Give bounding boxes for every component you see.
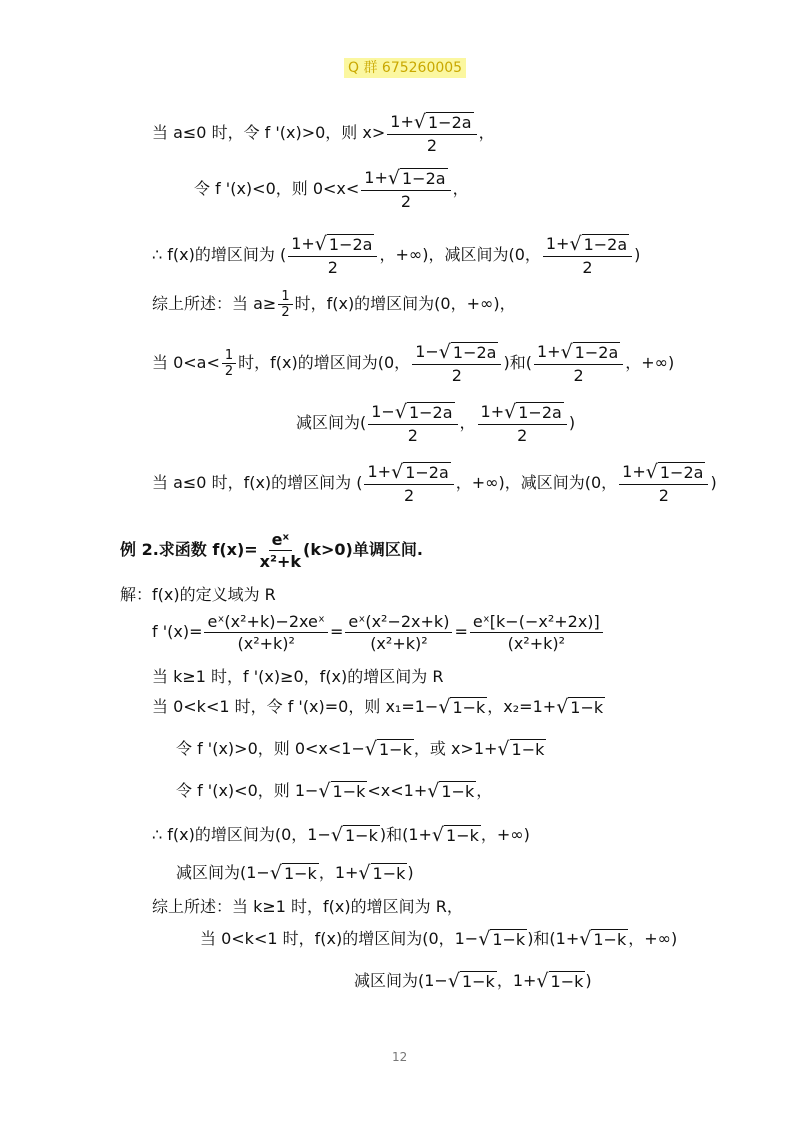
text: 当 a≤0 时，令 f '(x)>0，则 x>	[152, 123, 386, 142]
case-a-le-0-increasing: 当 a≤0 时，令 f '(x)>0，则 x> 1+ √ 1−2a 2 ，	[152, 111, 495, 155]
sqrt: √ 1−k	[536, 970, 584, 992]
page-number: 12	[392, 1050, 408, 1064]
sqrt: √ 1−2a	[391, 461, 449, 483]
fraction: 1+ √ 1−2a 2	[543, 234, 632, 277]
sqrt: √ 1−2a	[645, 461, 704, 483]
conclusion-a-le-0: ∴ f(x)的增区间为 ( 1+ √ 1−2a 2 ，+∞)，减区间为(0， 1+ √ 1−2a 2 )	[152, 233, 641, 277]
fraction: $\frac{1}{2}$	[222, 349, 236, 378]
fraction: 1+ √ 1−2a 2	[288, 234, 377, 277]
sqrt: √ 1−k	[497, 738, 545, 760]
fraction: 1+ √ 1−2a 2	[619, 462, 708, 505]
sqrt: √ 1−k	[478, 928, 526, 950]
sqrt: √ 1−k	[318, 780, 366, 802]
fraction: $\frac{1}{2}$	[278, 290, 292, 319]
sqrt: √ 1−k	[579, 928, 627, 950]
fraction: 1− √ 1−2a 2	[368, 402, 457, 445]
sqrt: √ 1−2a	[394, 401, 453, 423]
sqrt: √ 1−k	[447, 970, 495, 992]
fraction: 1+ √ 1−2a 2	[478, 402, 567, 445]
k-increasing-interval: ∴ f(x)的增区间为(0，1− √ 1−k )和(1+ √ 1−k ，+∞)	[152, 824, 530, 846]
sqrt: √ 1−k	[438, 696, 486, 718]
fraction: eˣ(x²+k)−2xeˣ (x²+k)²	[204, 612, 328, 653]
k-increasing-condition: 令 f '(x)>0，则 0<x<1− √ 1−k ，或 x>1+ √ 1−k	[176, 738, 545, 760]
fraction: 1+ √ 1−2a 2	[364, 462, 453, 505]
summary-a-ge-half: 综上所述：当 a≥ $\frac{1}{2}$ 时，f(x)的增区间为(0，+∞)，	[152, 289, 516, 320]
case-a-le-0-decreasing: 令 f '(x)<0，则 0<x< 1+ √ 1−2a 2 ，	[194, 167, 469, 211]
sqrt: √ 1−2a	[314, 233, 373, 255]
fraction: $\frac{\text{eˣ(x²−2x+k)}}{\text{(x²+k)²}}$	[345, 612, 452, 653]
summary-k-decreasing-interval: 减区间为(1− √ 1−k ，1+ √ 1−k )	[354, 970, 592, 992]
k-decreasing-interval: 减区间为(1− √ 1−k ，1+ √ 1−k )	[176, 862, 414, 884]
fraction: 1− √ 1−2a 2	[412, 342, 501, 385]
summary-a-le-0: 当 a≤0 时，f(x)的增区间为 ( 1+ √ 1−2a 2 ，+∞)，减区间为(0， 1+ √ 1−2a 2 )	[152, 461, 717, 505]
summary-0-lt-a-lt-half: 当 0<a< $\frac{1}{2}$ 时，f(x)的增区间为(0， 1− √ 1−2a 2 )和( 1+ √ 1−2a 2 ，+∞)	[152, 341, 675, 385]
sqrt: √ 1−k	[364, 738, 412, 760]
fraction: 1+ √ 1−2a 2	[361, 168, 450, 211]
sqrt: √ 1−k	[431, 824, 479, 846]
sqrt: √ 1−2a	[504, 401, 562, 423]
summary-decreasing-interval: 减区间为( 1− √ 1−2a 2 ， 1+ √ 1−2a 2 )	[296, 401, 576, 445]
sqrt: √ 1−k	[427, 780, 475, 802]
derivative-line: f '(x)= eˣ(x²+k)−2xeˣ (x²+k)² = $\frac{\text{eˣ(x²−2x+k)}}{\text{(x²+k)²}}$ = $\frac{\text{eˣ[k−(−x²+2x)]}}{\text{(x²+k)²}}$	[152, 612, 605, 653]
sqrt: √ 1−k	[358, 862, 406, 884]
summary-0-lt-k-lt-1: 当 0<k<1 时，f(x)的增区间为(0，1− √ 1−k )和(1+ √ 1−k ，+∞)	[200, 928, 678, 950]
sqrt: √ 1−k	[330, 824, 378, 846]
example-2-title: 例 2.求函数 f(x)= $\frac{\text{eˣ}}{\text{x²+k}}$ (k>0)单调区间.	[120, 530, 423, 571]
fraction: $\frac{\text{eˣ}}{\text{x²+k}}$	[259, 530, 302, 571]
k-decreasing-condition: 令 f '(x)<0，则 1− √ 1−k <x<1+ √ 1−k ，	[176, 780, 493, 802]
sqrt: √ 1−2a	[413, 111, 472, 133]
sqrt: √ 1−2a	[387, 167, 446, 189]
solution-domain: 解：f(x)的定义域为 R	[120, 585, 276, 604]
sqrt: √ 1−k	[556, 696, 604, 718]
sqrt: √ 1−k	[269, 862, 317, 884]
watermark-highlight: Q 群 675260005	[344, 58, 466, 78]
sqrt: √ 1−2a	[438, 341, 497, 363]
sqrt: √ 1−2a	[569, 233, 628, 255]
fraction: 1+ √ 1−2a 2	[387, 112, 476, 155]
case-0-lt-k-lt-1: 当 0<k<1 时，令 f '(x)=0，则 x₁=1− √ 1−k ，x₂=1+ √ 1−k	[152, 696, 604, 718]
sqrt: √ 1−2a	[560, 341, 619, 363]
fraction: 1+ √ 1−2a 2	[534, 342, 623, 385]
case-k-ge-1: 当 k≥1 时，f '(x)≥0，f(x)的增区间为 R	[152, 667, 444, 686]
fraction: $\frac{\text{eˣ[k−(−x²+2x)]}}{\text{(x²+k)²}}$	[470, 612, 603, 653]
summary-k-ge-1: 综上所述：当 k≥1 时，f(x)的增区间为 R，	[152, 897, 463, 916]
